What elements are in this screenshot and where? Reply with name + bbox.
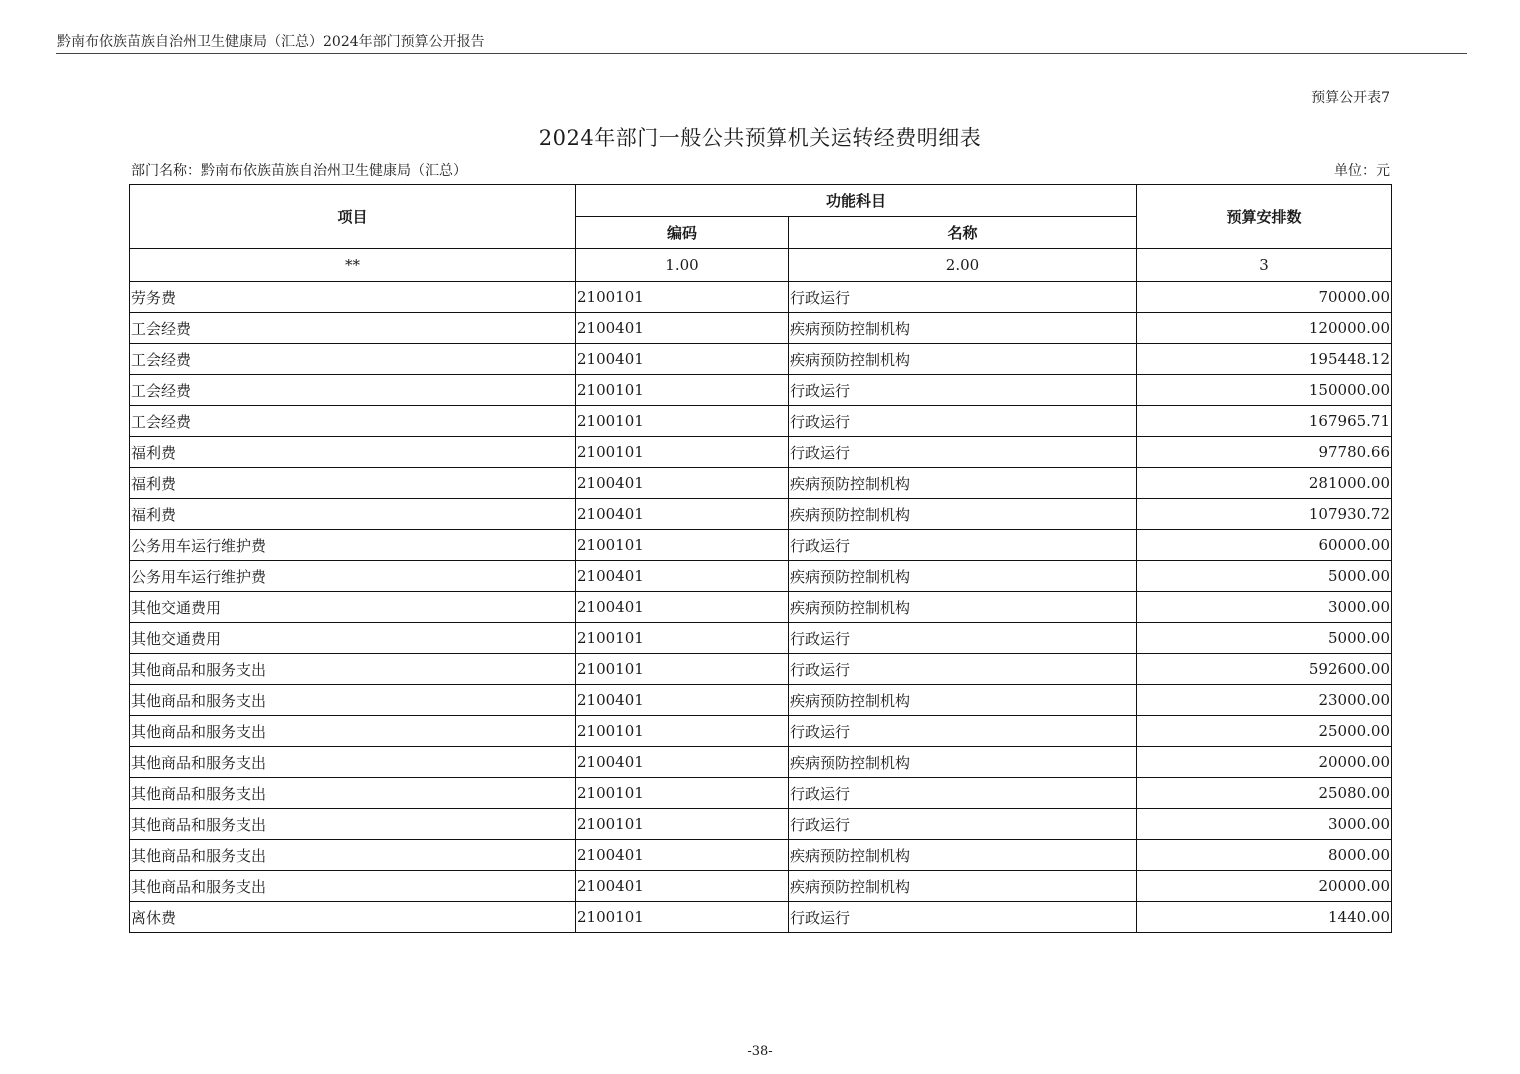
header-amount: 预算安排数 [1137, 185, 1392, 249]
table-row [130, 778, 1392, 809]
table-row [130, 809, 1392, 840]
table-row [130, 561, 1392, 592]
budget-table [129, 184, 1392, 933]
table-row [130, 406, 1392, 437]
cell-name: 行政运行 [789, 623, 1137, 654]
table-row [130, 747, 1392, 778]
cell-item: 其他商品和服务支出 [130, 871, 576, 902]
cell-name: 疾病预防控制机构 [789, 840, 1137, 871]
cell-item: 其他商品和服务支出 [130, 778, 576, 809]
cell-name: 行政运行 [789, 654, 1137, 685]
cell-name: 行政运行 [789, 282, 1137, 313]
header-code: 编码 [576, 217, 789, 249]
table-row [130, 375, 1392, 406]
cell-item: 其他商品和服务支出 [130, 654, 576, 685]
cell-item: 工会经费 [130, 375, 576, 406]
cell-item: 其他商品和服务支出 [130, 685, 576, 716]
cell-amount: 70000.00 [1137, 282, 1392, 313]
cell-code: 2100401 [576, 468, 789, 499]
table-number: 预算公开表7 [1311, 90, 1390, 106]
cell-code: 2100101 [576, 437, 789, 468]
cell-code: 2100401 [576, 561, 789, 592]
cell-code: 2100101 [576, 623, 789, 654]
cell-item: 福利费 [130, 437, 576, 468]
cell-item: 劳务费 [130, 282, 576, 313]
cell-item: 其他商品和服务支出 [130, 716, 576, 747]
cell-name: 疾病预防控制机构 [789, 468, 1137, 499]
cell-amount: 25000.00 [1137, 716, 1392, 747]
cell-item: 公务用车运行维护费 [130, 561, 576, 592]
cell-name: 行政运行 [789, 716, 1137, 747]
cell-amount: 1440.00 [1137, 902, 1392, 933]
cell-amount: 23000.00 [1137, 685, 1392, 716]
cell-code: 2100101 [576, 716, 789, 747]
cell-amount: 107930.72 [1137, 499, 1392, 530]
unit-label: 单位：元 [1334, 163, 1390, 179]
cell-name: 疾病预防控制机构 [789, 499, 1137, 530]
index-cell: ** [130, 249, 576, 282]
cell-name: 行政运行 [789, 375, 1137, 406]
cell-item: 其他交通费用 [130, 592, 576, 623]
cell-amount: 3000.00 [1137, 592, 1392, 623]
table-row [130, 313, 1392, 344]
cell-item: 其他商品和服务支出 [130, 809, 576, 840]
cell-item: 工会经费 [130, 406, 576, 437]
cell-name: 疾病预防控制机构 [789, 313, 1137, 344]
cell-name: 行政运行 [789, 809, 1137, 840]
page-title: 2024年部门一般公共预算机关运转经费明细表 [538, 126, 982, 150]
cell-item: 其他商品和服务支出 [130, 747, 576, 778]
cell-amount: 60000.00 [1137, 530, 1392, 561]
cell-amount: 592600.00 [1137, 654, 1392, 685]
cell-name: 行政运行 [789, 406, 1137, 437]
cell-name: 疾病预防控制机构 [789, 561, 1137, 592]
cell-item: 其他交通费用 [130, 623, 576, 654]
cell-amount: 3000.00 [1137, 809, 1392, 840]
cell-amount: 281000.00 [1137, 468, 1392, 499]
table-row [130, 654, 1392, 685]
cell-name: 行政运行 [789, 530, 1137, 561]
cell-name: 行政运行 [789, 778, 1137, 809]
table-row [130, 840, 1392, 871]
table-row [130, 344, 1392, 375]
table-row [130, 530, 1392, 561]
cell-code: 2100101 [576, 809, 789, 840]
table-row [130, 685, 1392, 716]
index-cell: 2.00 [789, 249, 1137, 282]
cell-amount: 20000.00 [1137, 871, 1392, 902]
cell-name: 疾病预防控制机构 [789, 685, 1137, 716]
index-cell: 1.00 [576, 249, 789, 282]
cell-code: 2100401 [576, 592, 789, 623]
cell-item: 福利费 [130, 499, 576, 530]
table-row [130, 592, 1392, 623]
cell-item: 工会经费 [130, 313, 576, 344]
cell-amount: 150000.00 [1137, 375, 1392, 406]
cell-code: 2100101 [576, 406, 789, 437]
index-cell: 3 [1137, 249, 1392, 282]
page-number: -38- [747, 1044, 773, 1059]
cell-item: 工会经费 [130, 344, 576, 375]
cell-code: 2100101 [576, 778, 789, 809]
cell-item: 其他商品和服务支出 [130, 840, 576, 871]
header-divider [56, 53, 1467, 54]
header-function-subject: 功能科目 [576, 185, 1137, 217]
cell-amount: 167965.71 [1137, 406, 1392, 437]
table-row [130, 623, 1392, 654]
table-row [130, 282, 1392, 313]
table-row [130, 499, 1392, 530]
department-label: 部门名称：黔南布依族苗族自治州卫生健康局（汇总） [131, 163, 467, 179]
cell-amount: 25080.00 [1137, 778, 1392, 809]
cell-code: 2100101 [576, 654, 789, 685]
table-row [130, 468, 1392, 499]
table-row [130, 871, 1392, 902]
cell-code: 2100401 [576, 871, 789, 902]
cell-code: 2100101 [576, 902, 789, 933]
cell-amount: 120000.00 [1137, 313, 1392, 344]
cell-item: 公务用车运行维护费 [130, 530, 576, 561]
cell-code: 2100101 [576, 375, 789, 406]
cell-amount: 97780.66 [1137, 437, 1392, 468]
header-item: 项目 [130, 185, 576, 249]
cell-code: 2100101 [576, 282, 789, 313]
table-row [130, 902, 1392, 933]
cell-amount: 20000.00 [1137, 747, 1392, 778]
cell-amount: 8000.00 [1137, 840, 1392, 871]
cell-amount: 5000.00 [1137, 561, 1392, 592]
cell-code: 2100401 [576, 685, 789, 716]
cell-name: 疾病预防控制机构 [789, 747, 1137, 778]
cell-code: 2100401 [576, 313, 789, 344]
cell-amount: 5000.00 [1137, 623, 1392, 654]
cell-name: 行政运行 [789, 902, 1137, 933]
cell-code: 2100401 [576, 344, 789, 375]
index-row [130, 249, 1392, 282]
table-row [130, 437, 1392, 468]
cell-amount: 195448.12 [1137, 344, 1392, 375]
cell-item: 离休费 [130, 902, 576, 933]
cell-name: 疾病预防控制机构 [789, 344, 1137, 375]
table-row [130, 716, 1392, 747]
cell-name: 行政运行 [789, 437, 1137, 468]
cell-code: 2100401 [576, 747, 789, 778]
cell-code: 2100401 [576, 840, 789, 871]
cell-name: 疾病预防控制机构 [789, 871, 1137, 902]
cell-name: 疾病预防控制机构 [789, 592, 1137, 623]
cell-item: 福利费 [130, 468, 576, 499]
header-name: 名称 [789, 217, 1137, 249]
cell-code: 2100101 [576, 530, 789, 561]
cell-code: 2100401 [576, 499, 789, 530]
running-header: 黔南布依族苗族自治州卫生健康局（汇总）2024年部门预算公开报告 [57, 34, 485, 50]
